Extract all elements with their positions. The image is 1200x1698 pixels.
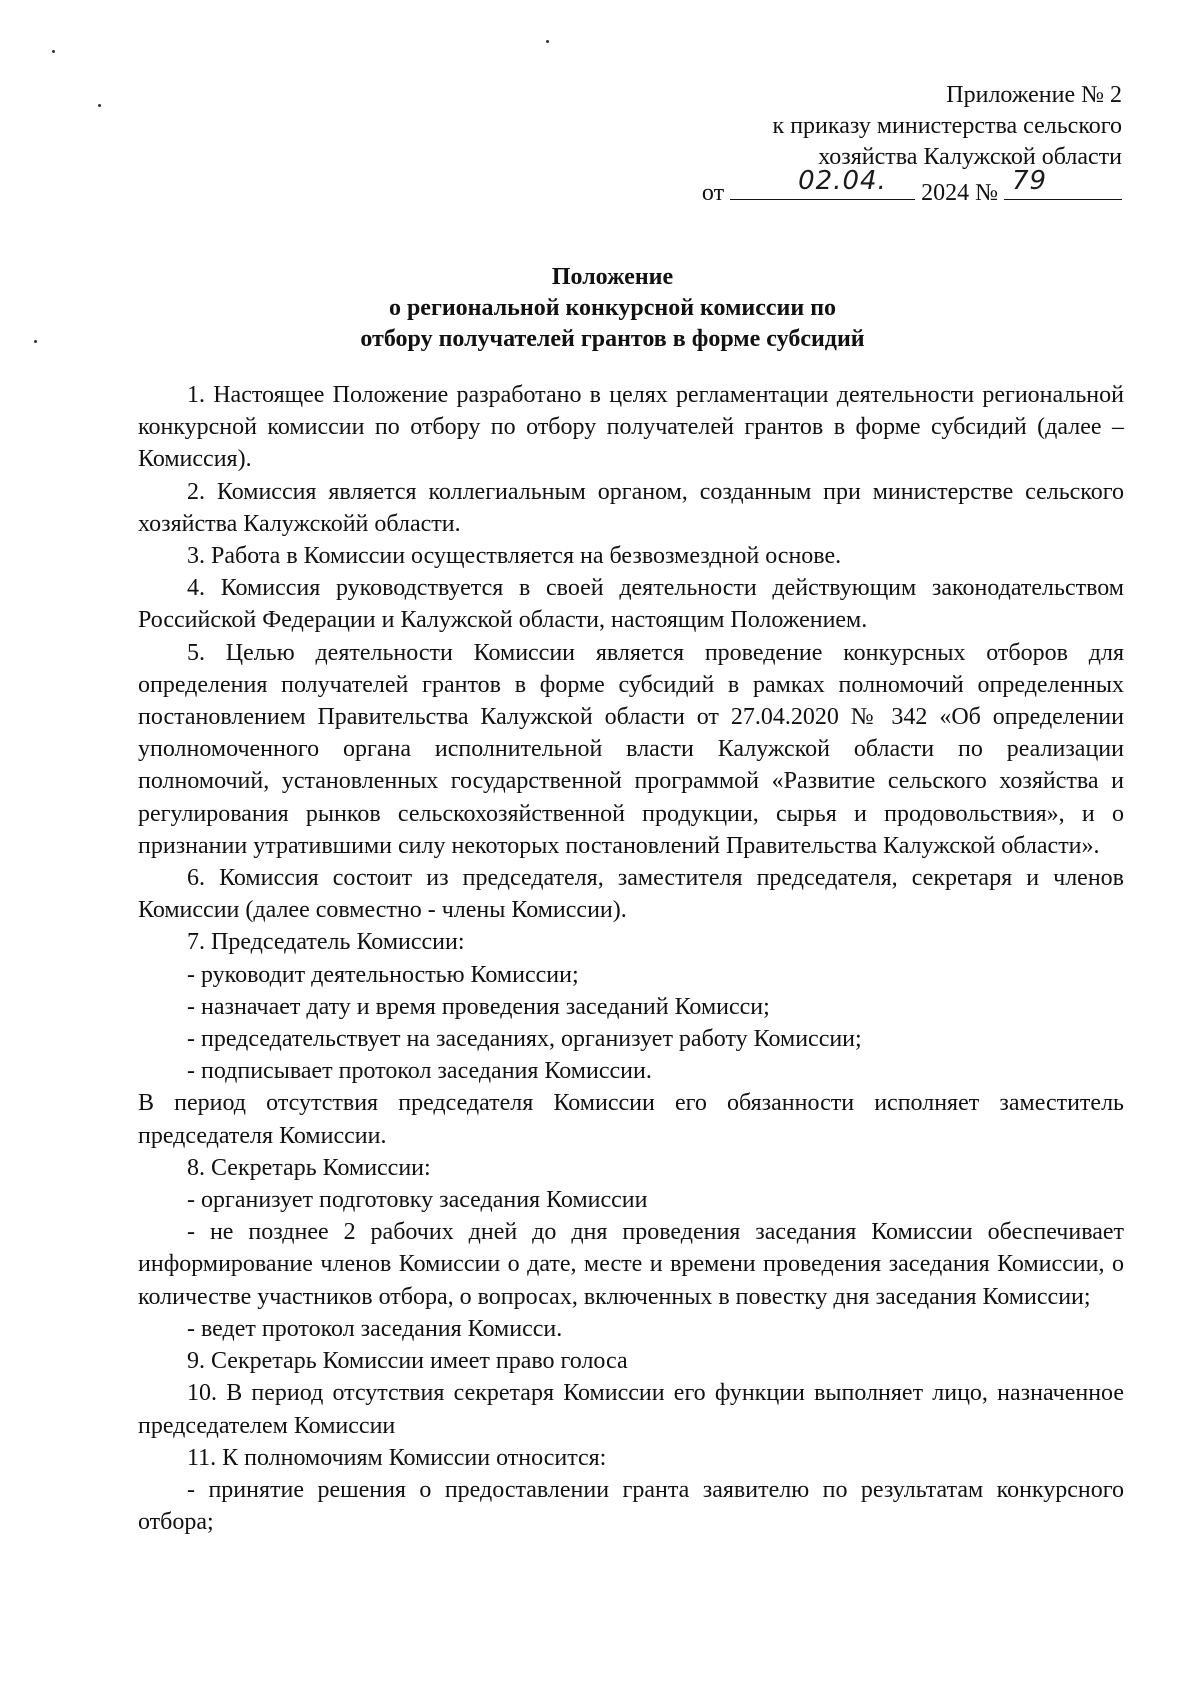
scan-speck <box>546 40 549 43</box>
paragraph: 4. Комиссия руководствуется в своей деятельности действующим законодательством Российской Федерации и Калужской области, настоящим Положением. <box>138 575 1124 634</box>
list-item: - подписывает протокол заседания Комиссии. <box>187 1058 652 1085</box>
list-item: - руководит деятельностью Комиссии; <box>187 961 579 988</box>
document-header <box>702 80 1122 209</box>
paragraph: 5. Целью деятельности Комиссии является проведение конкурсных отборов для определения получателей грантов в форме субсидий в рамках полномочий определенных постановлением Правительства Калужской области от 27.04.2020 № 342 «Об определении уполномоченного органа исполнительной власти Калужской области по реализации полномочий, установленных государственной программой «Развитие сельского хозяйства и регулирования рынков сельскохозяйственной продукции, сырья и продовольствия», и о признании утратившими силу некоторых постановлений Правительства Калужской области». <box>138 639 1124 859</box>
title-line-1: Положение <box>551 264 674 290</box>
paragraph: 10. В период отсутствия секретаря Комиссии его функции выполняет лицо, назначенное председателем Комиссии <box>138 1380 1124 1439</box>
list-item: - председательствует на заседаниях, организует работу Комиссии; <box>187 1026 862 1053</box>
document-body <box>138 379 1124 1538</box>
order-year: 2024 № <box>921 180 998 206</box>
title-line-2: о региональной конкурсной комиссии по <box>388 295 837 321</box>
paragraph: 3. Работа в Комиссии осуществляется на безвозмездной основе. <box>187 543 842 570</box>
list-item: - ведет протокол заседания Комисси. <box>187 1315 563 1342</box>
list-item: - принятие решения о предоставлении гранта заявителю по результатам конкурсного отбора; <box>138 1476 1124 1536</box>
paragraph: В период отсутствия председателя Комиссии его обязанности исполняет заместитель председателя Комиссии. <box>138 1090 1124 1149</box>
scan-speck <box>98 104 101 107</box>
document-title <box>0 262 1200 355</box>
order-date-line <box>701 166 1122 209</box>
order-reference: к приказу министерства сельского <box>772 113 1122 139</box>
scan-speck <box>52 50 55 53</box>
paragraph: 8. Секретарь Комиссии: <box>187 1154 431 1181</box>
ministry-name: хозяйства Калужской области <box>818 144 1122 170</box>
appendix-number: Приложение № 2 <box>946 82 1122 108</box>
paragraph: 9. Секретарь Комиссии имеет право голоса <box>187 1348 628 1375</box>
list-item: - назначает дату и время проведения заседаний Комисси; <box>187 993 770 1020</box>
number-blank <box>1004 166 1122 200</box>
title-line-3: отбору получателей грантов в форме субсидий <box>360 326 865 352</box>
paragraph: 11. К полномочиям Комиссии относится: <box>187 1444 607 1471</box>
list-item: - организует подготовку заседания Комиссии <box>187 1187 648 1214</box>
handwritten-number: 79 <box>1012 166 1048 196</box>
paragraph: 1. Настоящее Положение разработано в целях регламентации деятельности региональной конкурсной комиссии по отбору по отбору получателей грантов в форме субсидий (далее – Комиссия). <box>138 382 1124 473</box>
handwritten-date: 02.04. <box>798 166 887 196</box>
paragraph: 6. Комиссия состоит из председателя, заместителя председателя, секретаря и членов Комиссии (далее совместно - члены Комиссии). <box>138 865 1124 924</box>
date-prefix: от <box>701 180 725 206</box>
list-item: - не позднее 2 рабочих дней до дня проведения заседания Комиссии обеспечивает информирование членов Комиссии о дате, месте и времени проведения заседания Комиссии, о количестве участников отбора, о вопросах, включенных в повестку дня заседания Комиссии; <box>138 1219 1124 1310</box>
paragraph: 2. Комиссия является коллегиальным органом, созданным при министерстве сельского хозяйства Калужскойй области. <box>138 478 1124 537</box>
paragraph: 7. Председатель Комиссии: <box>187 929 465 956</box>
date-blank <box>730 166 915 200</box>
